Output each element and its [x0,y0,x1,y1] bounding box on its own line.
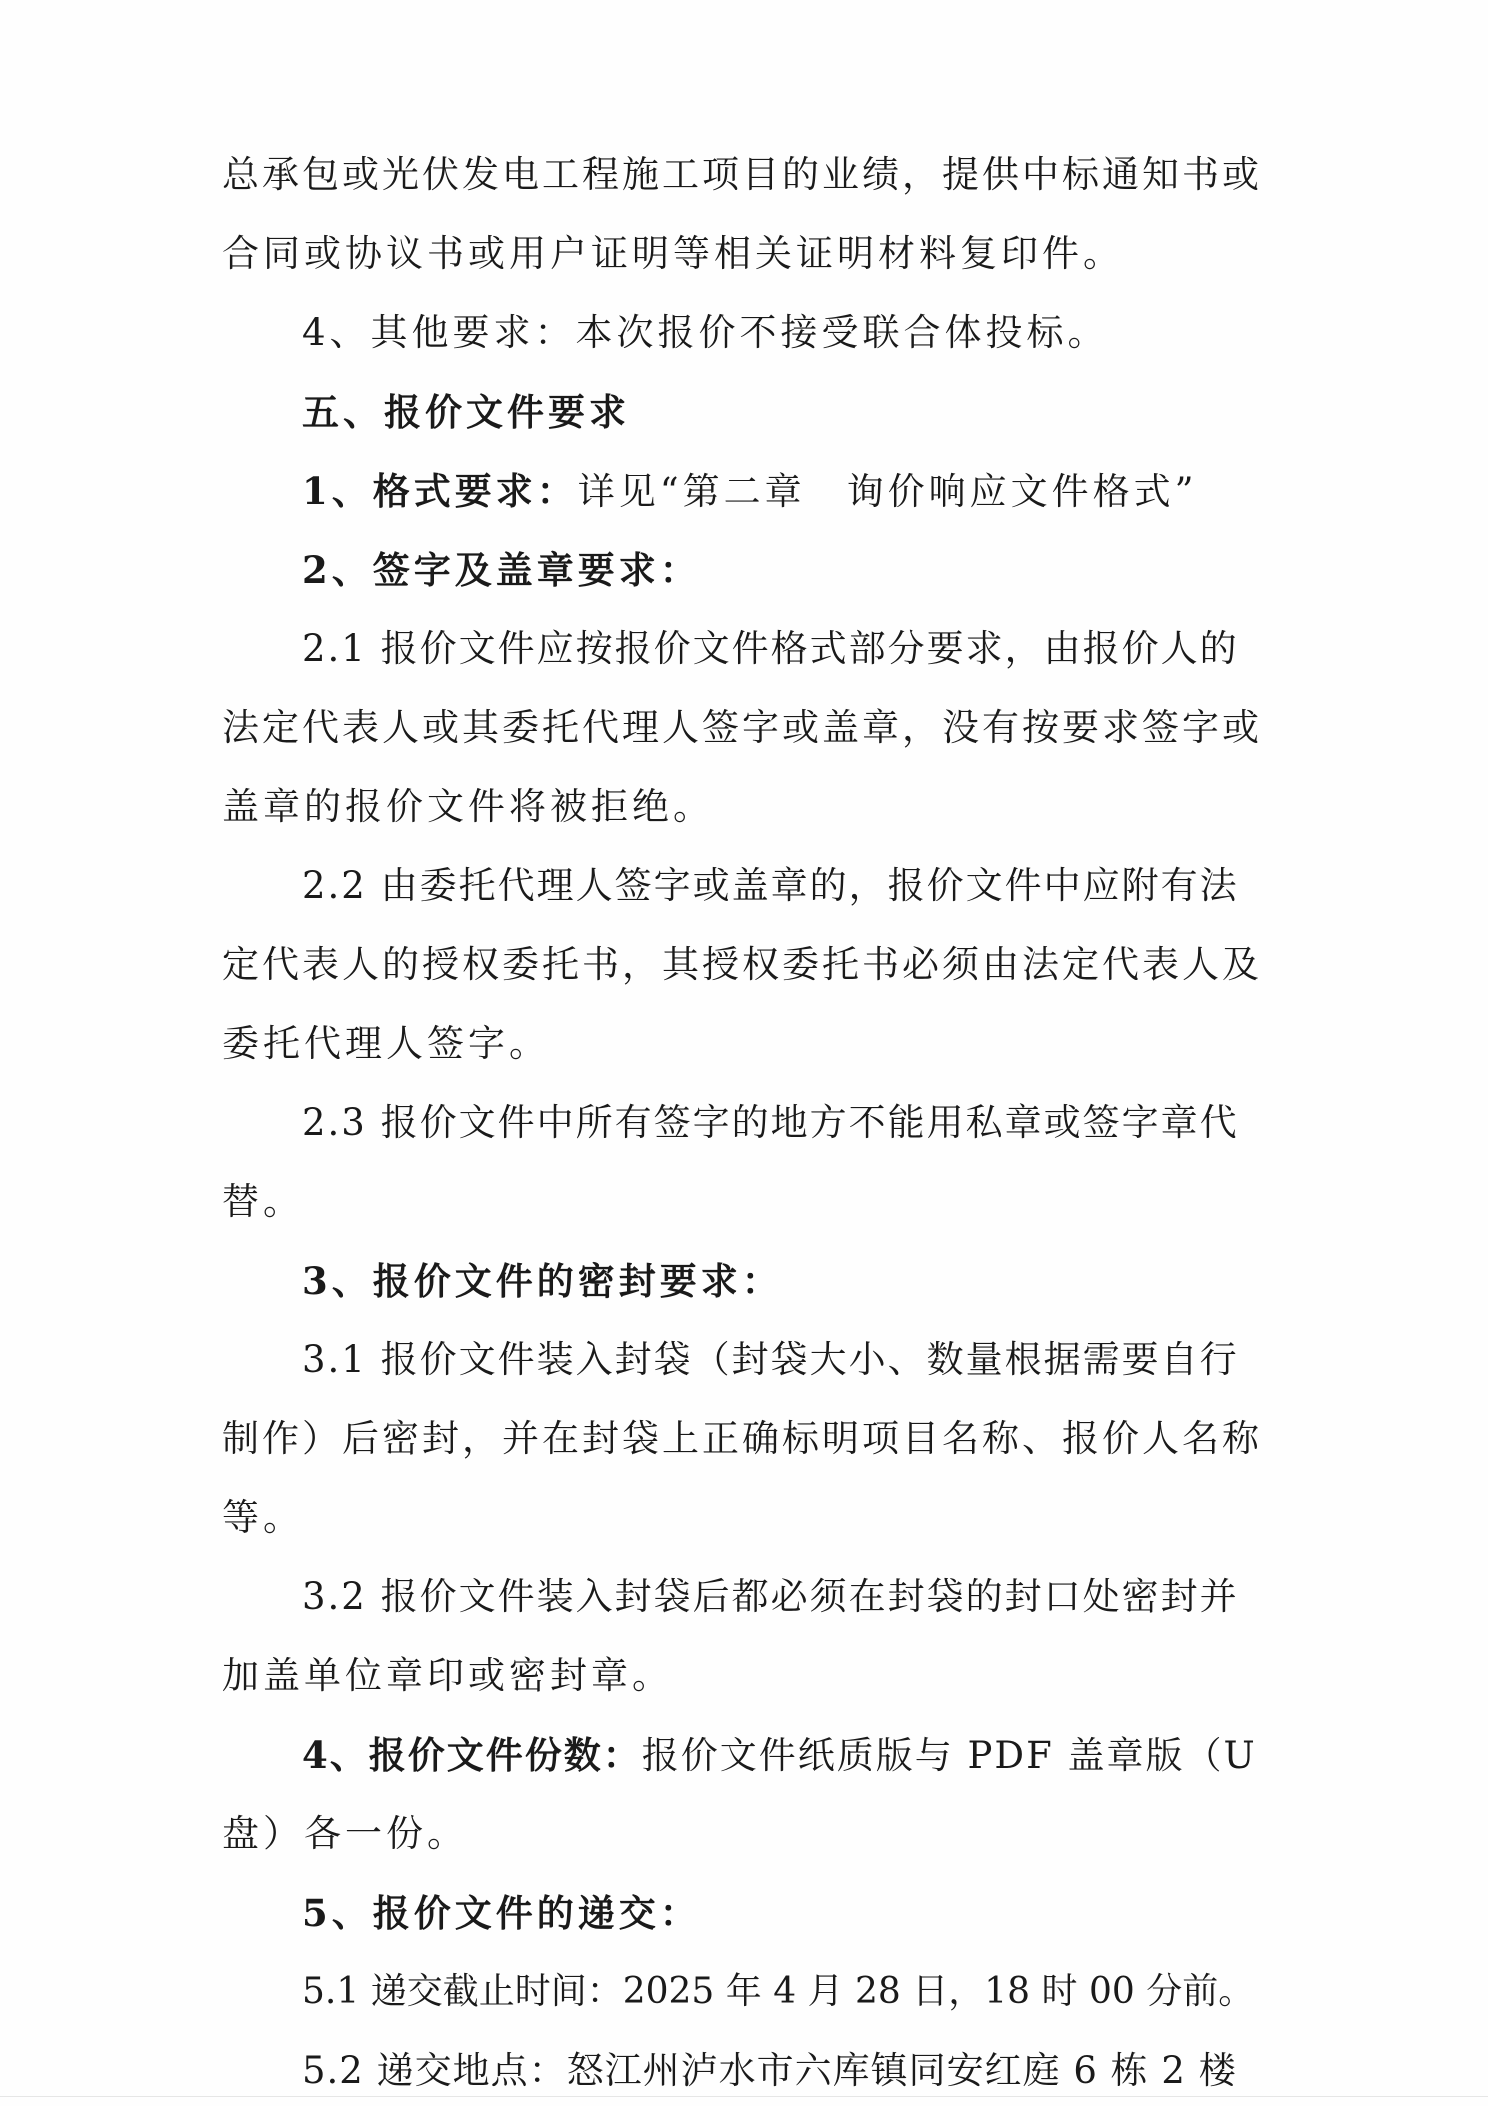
text-line: 5.1 递交截止时间：2025 年 4 月 28 日，18 时 00 分前。 [302,1971,1255,2012]
text-line: 等。 [222,1496,304,1539]
text-line: 盘）各一份。 [222,1812,468,1855]
text-line: 3.1 报价文件装入封袋（封袋大小、数量根据需要自行 [302,1338,1239,1381]
text-line [302,468,1198,515]
section-heading: 五、报价文件要求 [302,390,630,434]
text-line: 盖章的报价文件将被拒绝。 [222,785,714,828]
item-text: 报价文件纸质版与 PDF 盖章版（U [641,1734,1257,1777]
item-text: 详见“第二章 询价响应文件格式” [577,470,1198,513]
item-label: 4、报价文件份数： [302,1733,642,1777]
text-line: 制作）后密封，并在封袋上正确标明项目名称、报价人名称 [222,1417,1262,1460]
text-line: 定代表人的授权委托书，其授权委托书必须由法定代表人及 [222,943,1262,986]
text-line: 总承包或光伏发电工程施工项目的业绩，提供中标通知书或 [222,153,1262,196]
text-line: 5.2 递交地点：怒江州泸水市六库镇同安红庭 6 栋 2 楼 [302,2049,1237,2092]
text-line: 合同或协议书或用户证明等相关证明材料复印件。 [222,232,1124,275]
text-line: 2.2 由委托代理人签字或盖章的，报价文件中应附有法 [302,864,1239,907]
text-line: 委托代理人签字。 [222,1022,550,1065]
text-line: 2.1 报价文件应按报价文件格式部分要求，由报价人的 [302,627,1239,670]
subsection-heading: 3、报价文件的密封要求： [302,1259,783,1303]
text-line: 3.2 报价文件装入封袋后都必须在封袋的封口处密封并 [302,1575,1239,1618]
text-line: 法定代表人或其委托代理人签字或盖章，没有按要求签字或 [222,706,1262,749]
text-line: 2.3 报价文件中所有签字的地方不能用私章或签字章代 [302,1101,1239,1144]
text-line [302,1732,1257,1779]
item-label: 1、格式要求： [302,469,578,513]
text-line: 4、其他要求：本次报价不接受联合体投标。 [302,311,1109,354]
subsection-heading: 5、报价文件的递交： [302,1891,701,1935]
page-edge-line [0,2096,1488,2097]
subsection-heading: 2、签字及盖章要求： [302,548,701,592]
text-line: 替。 [222,1180,304,1223]
text-line: 加盖单位章印或密封章。 [222,1654,673,1697]
